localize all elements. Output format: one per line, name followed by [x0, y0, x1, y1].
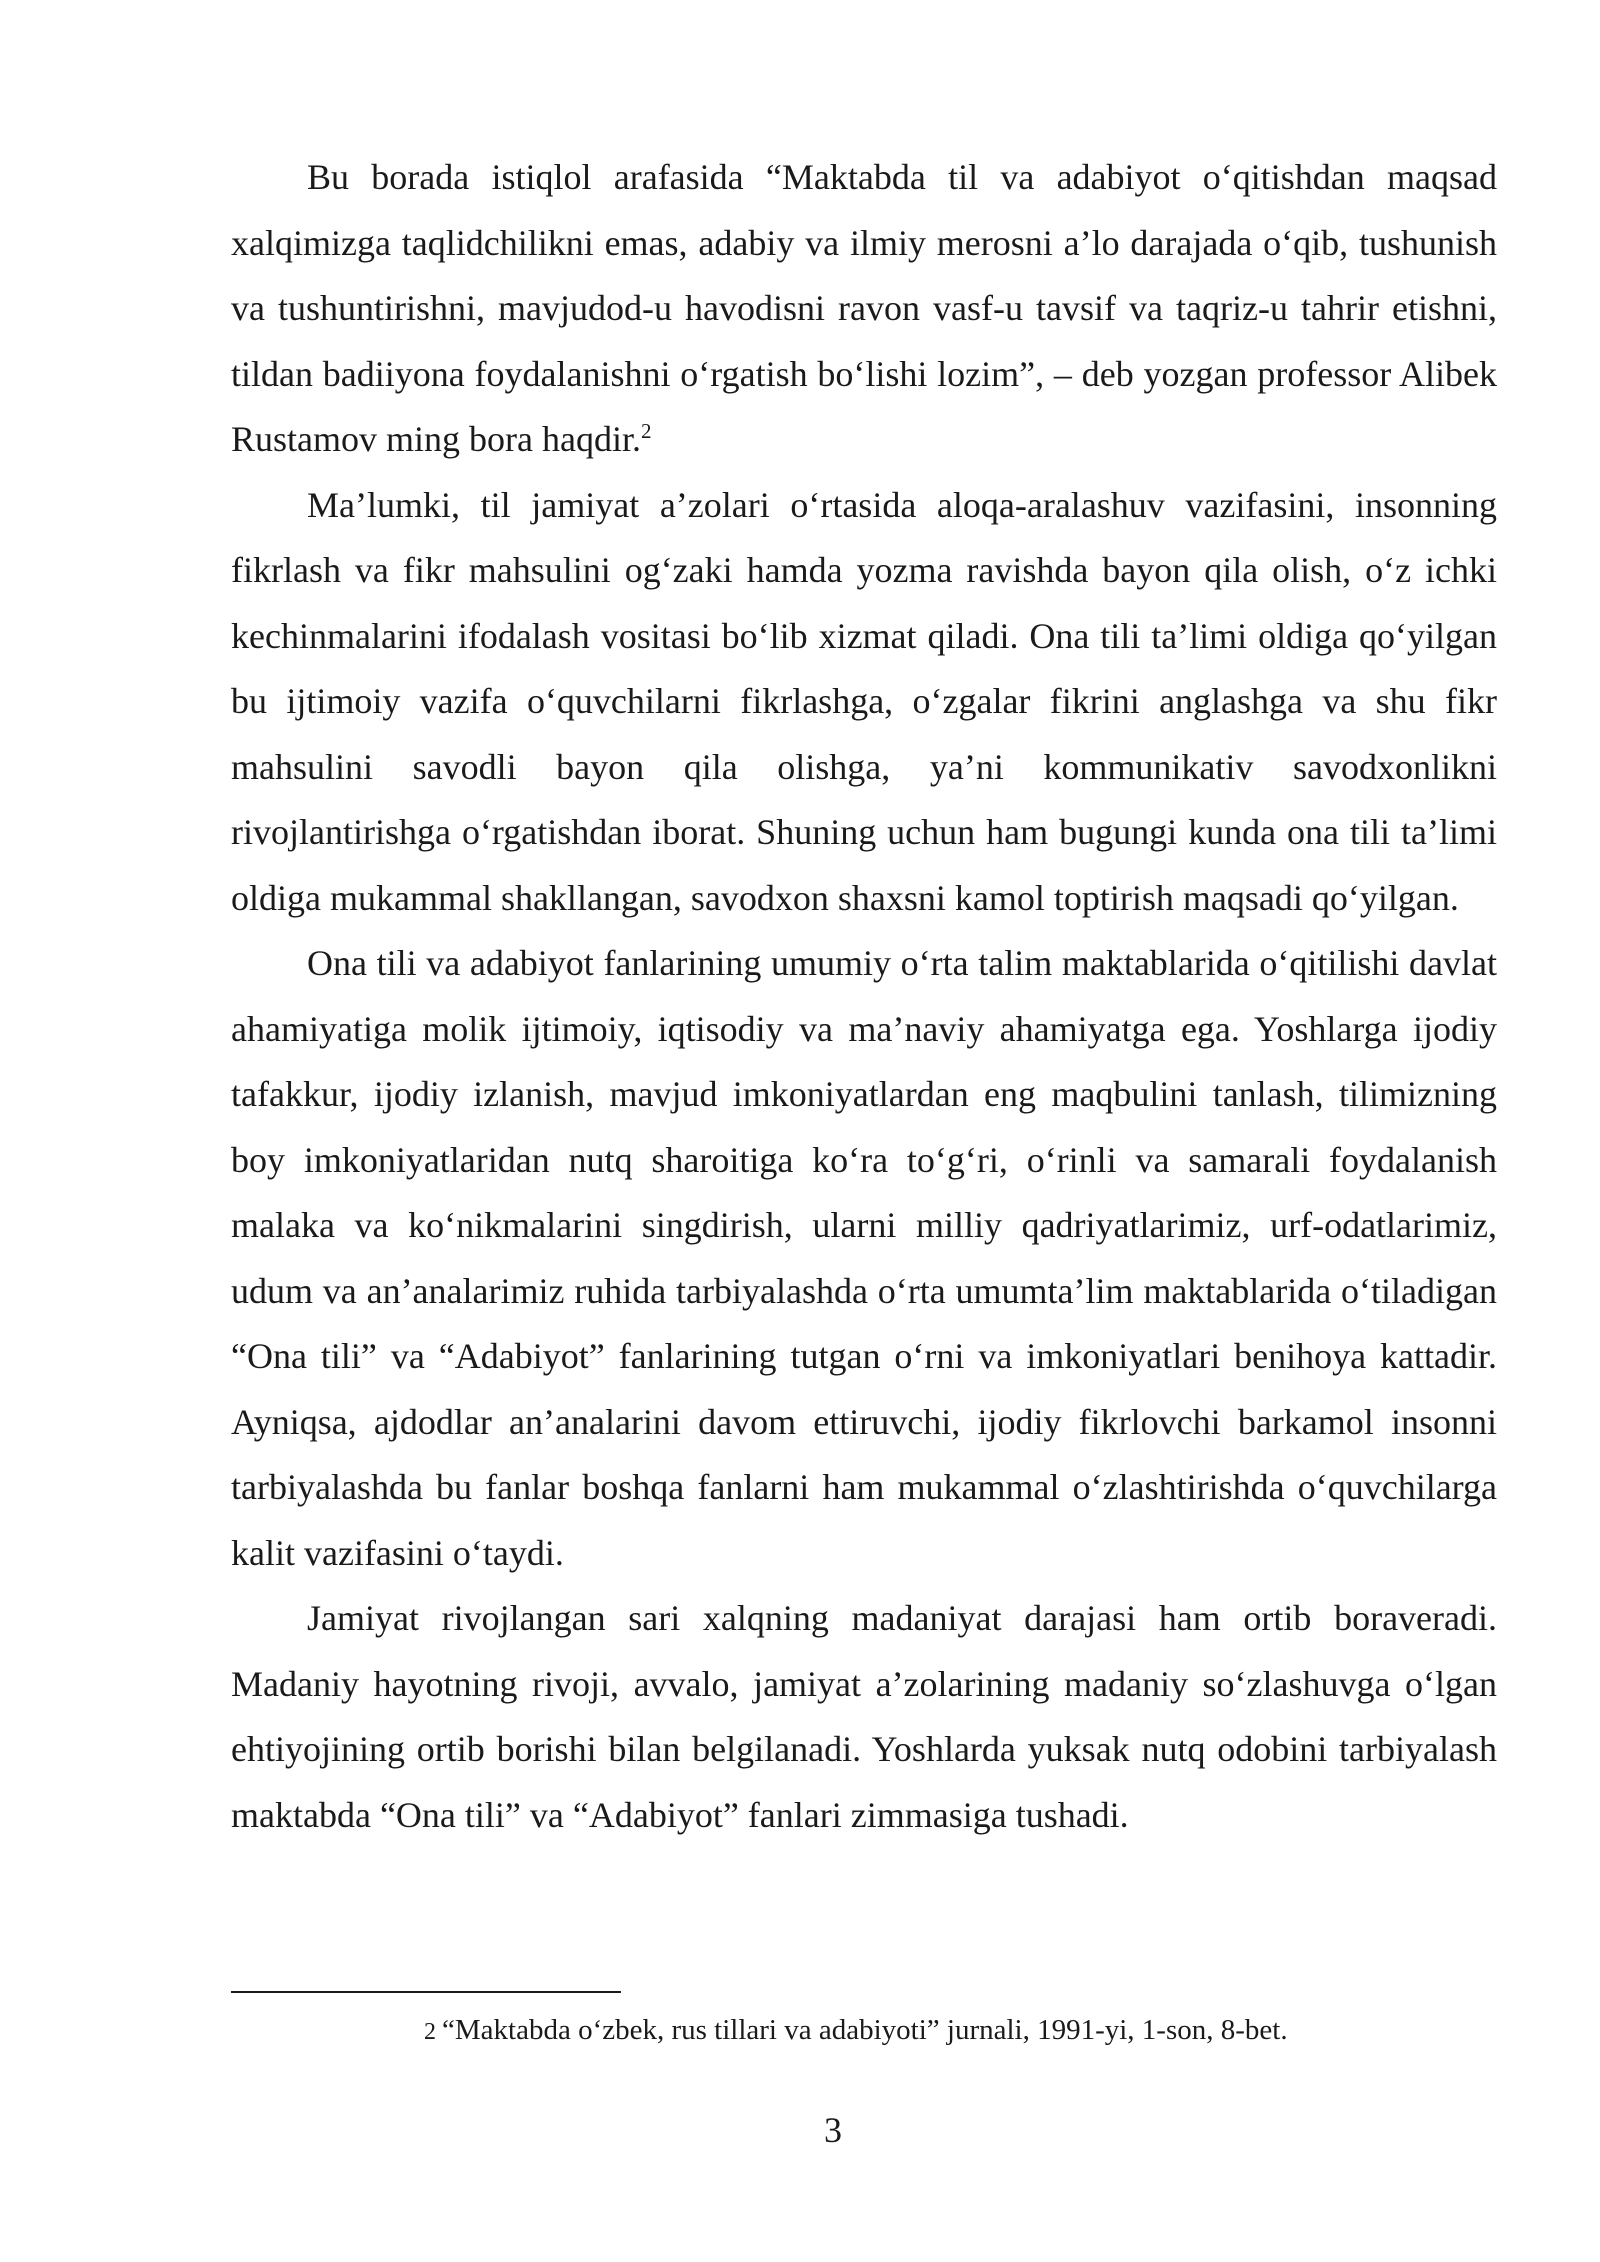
footnote — [231, 2012, 1497, 2050]
body-text — [231, 145, 1497, 1848]
footnote-reference[interactable]: 2 — [640, 419, 652, 443]
paragraph-1 — [231, 145, 1497, 473]
page-number: 3 — [824, 2110, 842, 2150]
footnote-separator — [231, 1991, 621, 1993]
paragraph-4: Jamiyat rivojlangan sari xalqning madaniyat darajasi ham ortib boraveradi. Madaniy hayotning rivoji, avvalo, jamiyat a’zolarining madaniy so‘zlashuvga o‘lgan ehtiyojining ortib borishi bilan belgilanadi. Yoshlarda yuksak nutq odobini tarbiyalash maktabda “Ona tili” va “Adabiyot” fanlari zimmasiga tushadi. — [231, 1598, 1497, 1835]
paragraph-1-text: Bu borada istiqlol arafasida “Maktabda til va adabiyot o‘qitishdan maqsad xalqimizga taqlidchilikni emas, adabiy va ilmiy merosni a’lo darajada o‘qib, tushunish va tushuntirishni, mavjudod-u havodisni ravon vasf-u tavsif va taqriz-u tahrir etishni, tildan badiiyona foydalanishni o‘rgatish bo‘lishi lozim”, – deb yozgan professor Alibek Rustamov ming bora haqdir. — [231, 157, 1497, 459]
paragraph-3: Ona tili va adabiyot fanlarining umumiy o‘rta talim maktablarida o‘qitilishi davlat ahamiyatiga molik ijtimoiy, iqtisodiy va ma’naviy ahamiyatga ega. Yoshlarga ijodiy tafakkur, ijodiy izlanish, mavjud imkoniyatlardan eng maqbulini tanlash, tilimizning boy imkoniyatlaridan nutq sharoitiga ko‘ra to‘g‘ri, o‘rinli va samarali foydalanish malaka va ko‘nikmalarini singdirish, ularni milliy qadriyatlarimiz, urf-odatlarimiz, udum va an’analarimiz ruhida tarbiyalashda o‘rta umumta’lim maktablarida o‘tiladigan “Ona tili” va “Adabiyot” fanlarining tutgan o‘rni va imkoniyatlari benihoya kattadir. Ayniqsa, ajdodlar an’analarini davom ettiruvchi, ijodiy fikrlovchi barkamol insonni tarbiyalashda bu fanlar boshqa fanlarni ham mukammal o‘zlashtirishda o‘quvchilarga kalit vazifasini o‘taydi. — [231, 943, 1497, 1573]
footnote-text: “Maktabda o‘zbek, rus tillari va adabiyoti” jurnali, 1991-yi, 1-son, 8-bet. — [442, 2014, 1288, 2046]
paragraph-2: Ma’lumki, til jamiyat a’zolari o‘rtasida aloqa-aralashuv vazifasini, insonning fikrlash va fikr mahsulini og‘zaki hamda yozma ravishda bayon qila olish, o‘z ichki kechinmalarini ifodalash vositasi bo‘lib xizmat qiladi. Ona tili ta’limi oldiga qo‘yilgan bu ijtimoiy vazifa o‘quvchilarni fikrlashga, o‘zgalar fikrini anglashga va shu fikr mahsulini savodli bayon qila olishga, ya’ni kommunikativ savodxonlikni rivojlantirishga o‘rgatishdan iborat. Shuning uchun ham bugungi kunda ona tili ta’limi oldiga mukammal shakllangan, savodxon shaxsni kamol toptirish maqsadi qo‘yilgan. — [231, 484, 1497, 918]
footnote-number: 2 — [424, 2019, 436, 2045]
